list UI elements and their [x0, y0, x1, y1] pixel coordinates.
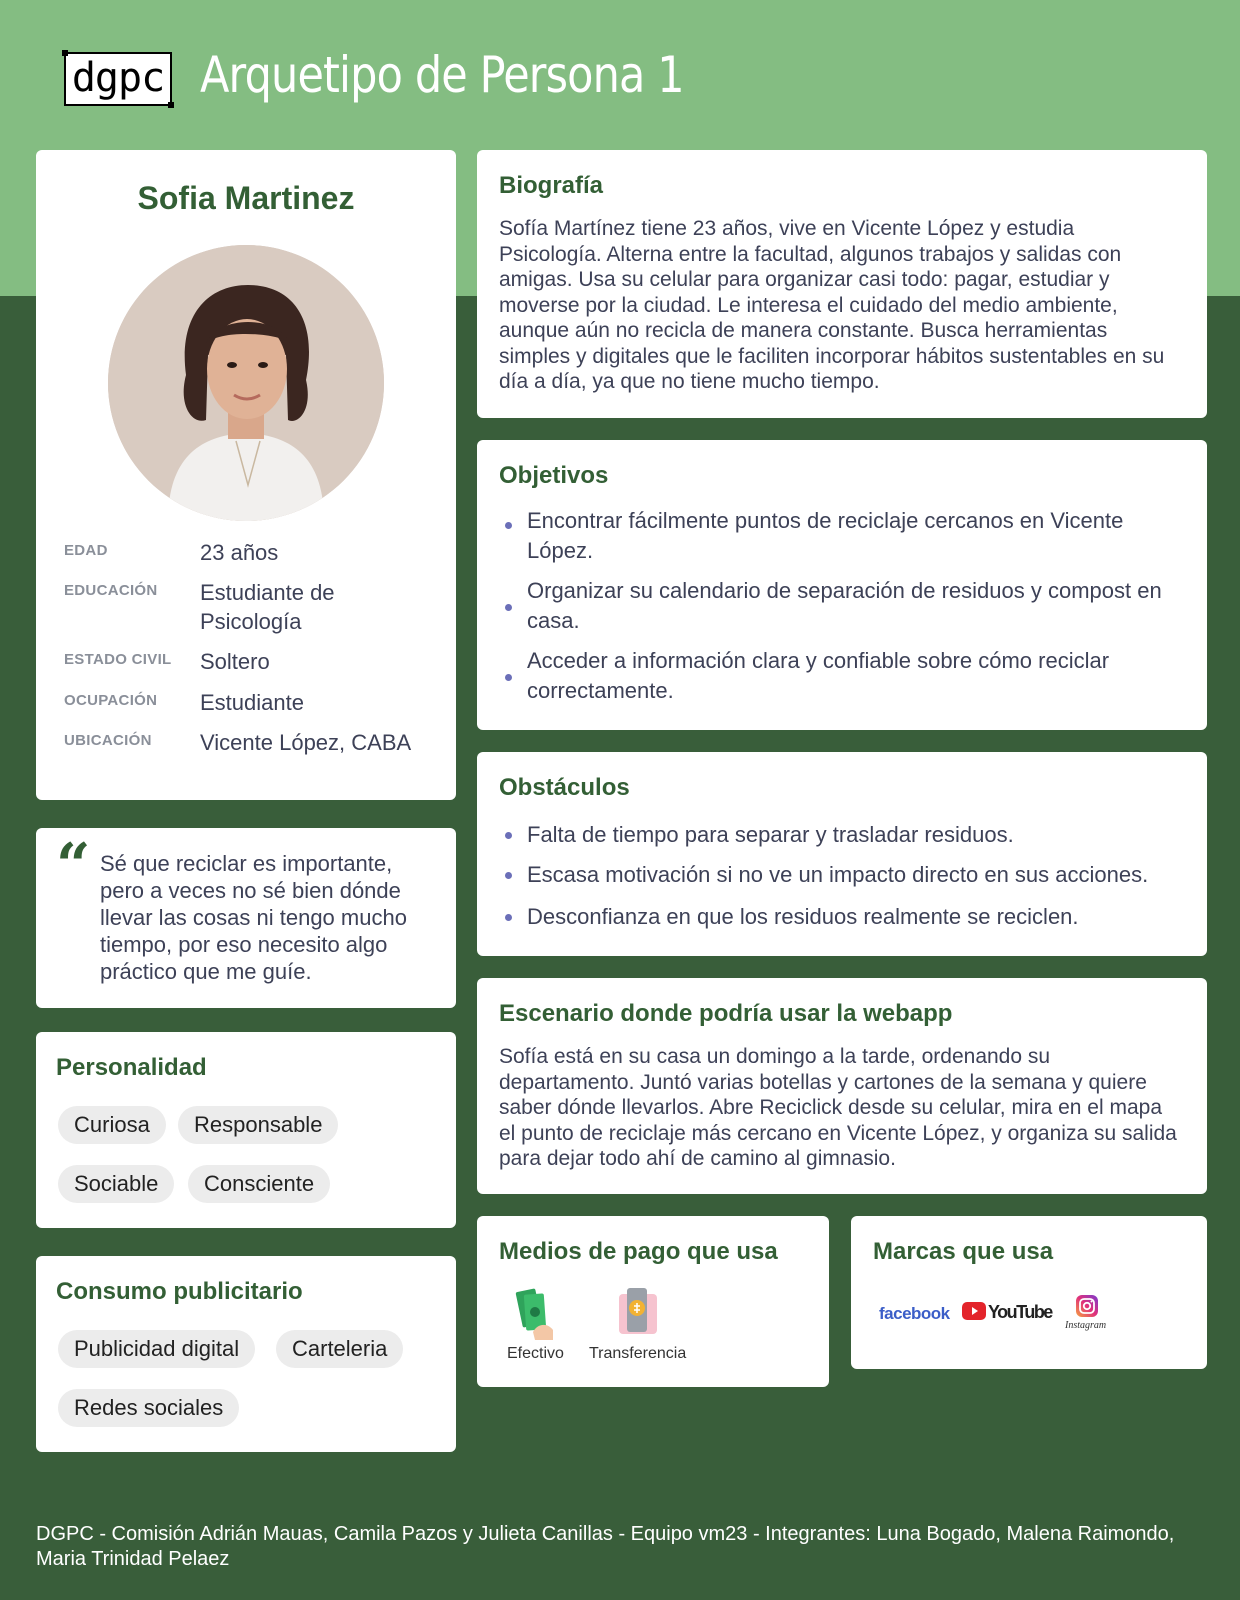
info-label: ESTADO CIVIL	[64, 651, 172, 668]
quote-text: Sé que reciclar es importante, pero a veces no sé bien dónde llevar las cosas ni tengo mucho tiempo, por eso necesito algo práctico que me guíe.	[100, 851, 407, 984]
info-value: 23 años	[200, 540, 279, 565]
obstacle-item: Desconfianza en que los residuos realmente se reciclen.	[527, 904, 1079, 929]
advertising-title: Consumo publicitario	[56, 1278, 303, 1305]
dgpc-logo: dgpc	[64, 52, 172, 106]
persona-photo	[108, 245, 384, 521]
youtube-logo	[962, 1302, 986, 1325]
info-label: UBICACIÓN	[64, 732, 152, 749]
persona-name: Sofia Martinez	[137, 180, 355, 216]
biography-text: Sofía Martínez tiene 23 años, vive en Vicente López y estudia Psicología. Alterna entre la facultad, algunos trabajos y salidas con amigas. Usa su celular para organizar casi todo: pagar, estudiar y moverse por la ciudad. Le interesa el cuidado del medio ambiente, aunque aún no recicla de manera constante. Busca herramientas simples y digitales que le faciliten incorporar hábitos sustentables en su día a día, ya que no tiene mucho tiempo.	[499, 217, 1165, 393]
phone-transfer-icon	[615, 1286, 661, 1345]
biography-card	[477, 150, 1207, 418]
goal-item: Organizar su calendario de separación de residuos y compost en casa.	[527, 578, 1162, 633]
personality-card	[36, 1032, 456, 1228]
quote-mark-icon: “	[56, 831, 91, 901]
scenario-title: Escenario donde podría usar la webapp	[499, 1000, 953, 1027]
instagram-wordmark: Instagram	[1065, 1320, 1107, 1331]
personality-tag: Responsable	[178, 1106, 338, 1144]
obstacles-card	[477, 752, 1207, 956]
payment-methods-card	[477, 1216, 829, 1387]
instagram-logo	[1075, 1294, 1099, 1323]
advertising-tag: Carteleria	[276, 1330, 403, 1368]
bullet-icon	[505, 522, 512, 529]
obstacles-title: Obstáculos	[499, 774, 630, 801]
personality-tag: Consciente	[188, 1165, 330, 1203]
biography-title: Biografía	[499, 172, 604, 199]
info-value: Estudiante	[200, 690, 304, 715]
bullet-icon	[505, 674, 512, 681]
obstacle-item: Falta de tiempo para separar y trasladar residuos.	[527, 822, 1014, 847]
bullet-icon	[505, 914, 512, 921]
info-value: Estudiante de Psicología	[200, 580, 335, 634]
personality-tag: Sociable	[58, 1165, 174, 1203]
cash-icon	[513, 1288, 557, 1345]
bullet-icon	[505, 604, 512, 611]
payment-title: Medios de pago que usa	[499, 1238, 778, 1265]
info-label: EDUCACIÓN	[64, 582, 158, 599]
personality-tag: Curiosa	[58, 1106, 166, 1144]
scenario-text: Sofía está en su casa un domingo a la tarde, ordenando su departamento. Juntó varias botellas y cartones de la semana y quiere saber dónde llevarlos. Abre Reciclick desde su celular, mira en el mapa el punto de reciclaje más cercano en Vicente López, y organiza su salida para dejar todo ahí de camino al gimnasio.	[499, 1045, 1177, 1170]
bullet-icon	[505, 872, 512, 879]
scenario-card	[477, 978, 1207, 1194]
info-value: Soltero	[200, 649, 270, 674]
goals-card	[477, 440, 1207, 730]
page-title: Arquetipo de Persona 1	[200, 46, 684, 104]
bullet-icon	[505, 832, 512, 839]
info-label: OCUPACIÓN	[64, 692, 158, 709]
advertising-tag: Redes sociales	[58, 1389, 239, 1427]
facebook-logo: facebook	[879, 1304, 950, 1323]
brands-card	[851, 1216, 1207, 1369]
goals-title: Objetivos	[499, 462, 609, 489]
goal-item: Acceder a información clara y confiable sobre cómo reciclar correctamente.	[527, 648, 1110, 703]
personality-title: Personalidad	[56, 1054, 207, 1081]
advertising-tag: Publicidad digital	[58, 1330, 255, 1368]
profile-card	[36, 150, 456, 800]
quote-card	[36, 828, 456, 1008]
advertising-card	[36, 1256, 456, 1452]
brands-title: Marcas que usa	[873, 1238, 1054, 1265]
info-label: EDAD	[64, 542, 108, 559]
obstacle-item: Escasa motivación si no ve un impacto directo en sus acciones.	[527, 862, 1149, 887]
youtube-wordmark: YouTube	[988, 1302, 1052, 1322]
goal-item: Encontrar fácilmente puntos de reciclaje cercanos en Vicente López.	[527, 508, 1124, 563]
footer-credits: DGPC - Comisión Adrián Mauas, Camila Pazos y Julieta Canillas - Equipo vm23 - Integrantes: Luna Bogado, Malena Raimondo, Maria Trinidad Pelaez	[36, 1523, 1175, 1570]
payment-label: Efectivo	[507, 1345, 564, 1362]
info-value: Vicente López, CABA	[200, 730, 412, 755]
payment-label: Transferencia	[589, 1345, 687, 1362]
